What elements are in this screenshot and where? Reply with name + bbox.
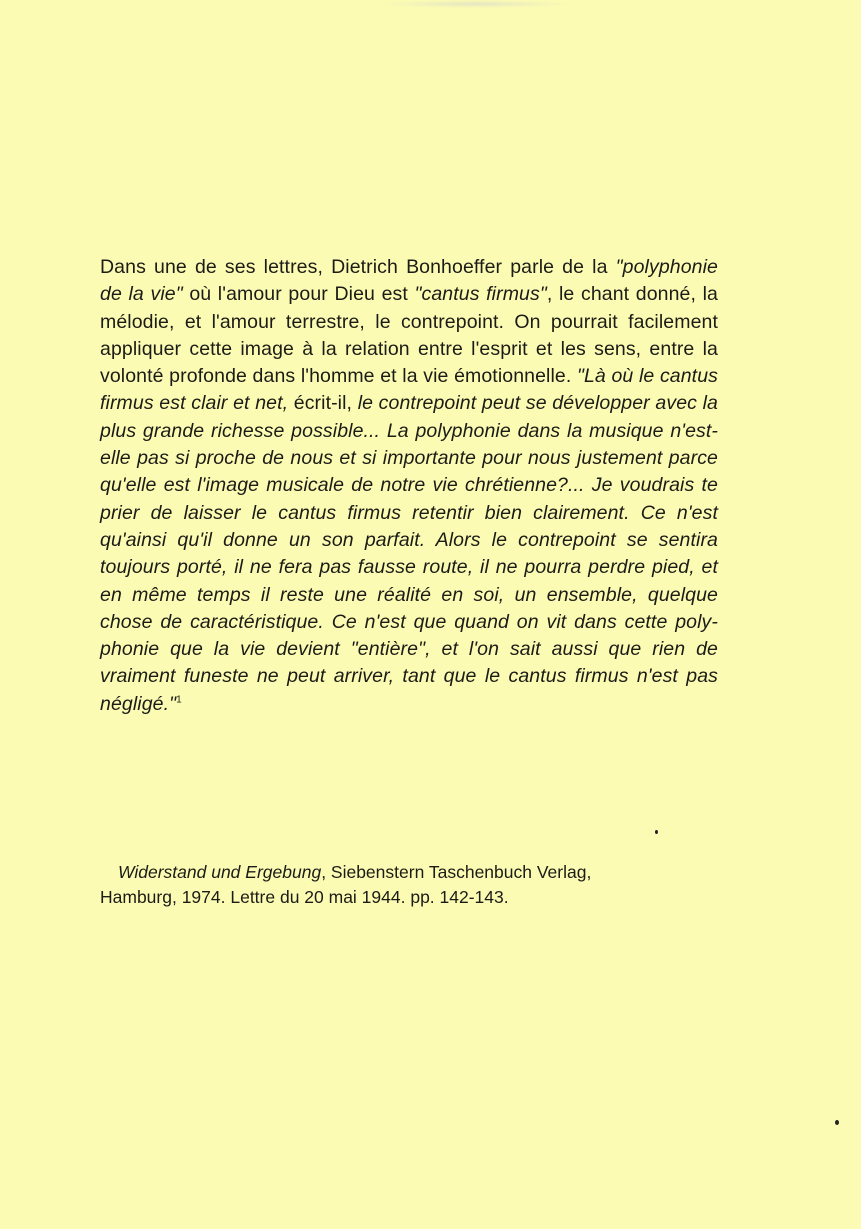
citation-details: Hamburg, 1974. Lettre du 20 mai 1944. pp. 142-143. xyxy=(100,887,509,907)
text-segment: Dans une de ses lettres, Dietrich Bonhoeffer parle de la xyxy=(100,256,608,278)
text-segment: , le chant donné, la mélodie, et l'amour terrestre, le contrepoint. On pourrait facilement appliquer cette image à la relation entre l'esprit et les sens, entre la volonté profonde dans l'homme et la vie émotionnelle. xyxy=(100,283,718,388)
source-citation xyxy=(100,860,740,910)
footnote-mark: 1 xyxy=(176,694,182,706)
citation-publisher: , Siebenstern Taschenbuch Verlag, xyxy=(321,862,592,882)
text-segment: écrit-il, xyxy=(288,392,358,415)
bonhoeffer-quote-paragraph xyxy=(100,254,718,718)
text-segment-italic: le contrepoint peut se développer avec la plus grande richesse possible... La polyphonie dans la musique n'est-elle pas si proche de nous et si importante pour nous justement parce qu'elle est l'image musicale de notre vie chrétienne?... Je voudrais te prier de laisser le cantus firmus retentir bien clairement. Ce n'est qu'ainsi qu'il donne un son parfait. Alors le contrepoint se sentira toujours porté, il ne fera pas fausse route, il ne pourra perdre pied, et en même temps il reste une réalité en soi, un ensemble, quelque chose de caractéristique. Ce n'est que quand on vit dans cette poly-phonie que la vie devient "entière", et l'on sait aussi que rien de vraiment funeste ne peut arriver, tant que le cantus firmus n'est pas négligé." xyxy=(100,392,718,715)
citation-title: Widerstand und Ergebung xyxy=(118,862,322,882)
text-segment-italic: "Là où le cantus firmus est clair et net, xyxy=(100,365,718,415)
speck xyxy=(835,1120,839,1125)
top-shadow xyxy=(380,0,570,8)
text-segment: où l'amour pour Dieu est xyxy=(182,283,415,306)
text-segment-italic: "polyphonie de la vie" xyxy=(100,256,718,306)
text-segment-italic: "cantus firmus" xyxy=(414,283,547,306)
speck xyxy=(655,830,658,834)
